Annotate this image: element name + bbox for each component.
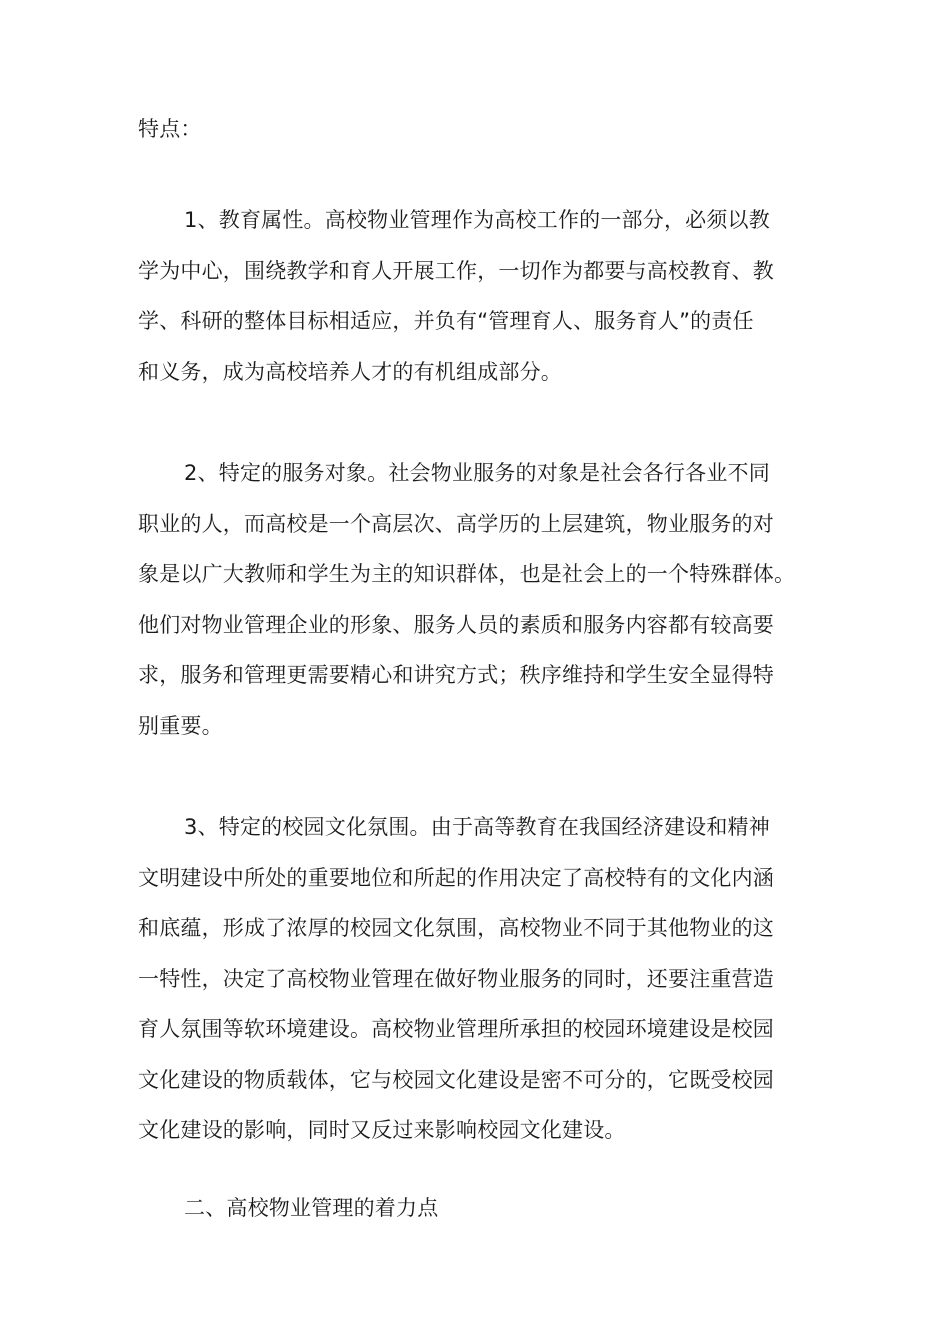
paragraph-3-line-7: 文化建设的影响，同时又反过来影响校园文化建设。: [138, 1118, 626, 1142]
paragraph-2-line-2: 职业的人，而高校是一个高层次、高学历的上层建筑，物业服务的对: [138, 511, 774, 536]
paragraph-3-line-2: 文明建设中所处的重要地位和所起的作用决定了高校特有的文化内涵: [138, 865, 774, 890]
paragraph-3: [138, 802, 828, 1156]
paragraph-2-line-6: 别重要。: [138, 713, 223, 738]
intro-label-block: [138, 104, 828, 155]
paragraph-2: [138, 448, 828, 751]
intro-label: 特点：: [138, 117, 202, 141]
paragraph-3-line-6: 文化建设的物质载体，它与校园文化建设是密不可分的，它既受校园: [138, 1067, 774, 1092]
paragraph-3-line-5: 育人氛围等软环境建设。高校物业管理所承担的校园环境建设是校园: [138, 1017, 774, 1041]
paragraph-1: [138, 195, 828, 397]
paragraph-3-line-3: 和底蕴，形成了浓厚的校园文化氛围，高校物业不同于其他物业的这: [138, 916, 774, 940]
paragraph-2-line-4: 他们对物业管理企业的形象、服务人员的素质和服务内容都有较高要: [138, 612, 774, 637]
section-heading: 二、高校物业管理的着力点: [184, 1196, 439, 1220]
section-heading-block: [138, 1183, 828, 1234]
paragraph-3-line-1: 3、特定的校园文化氛围。由于高等教育在我国经济建设和精神: [184, 815, 770, 839]
paragraph-2-line-5: 求，服务和管理更需要精心和讲究方式；秩序维持和学生安全显得特: [138, 663, 774, 687]
paragraph-1-line-3: 学、科研的整体目标相适应，并负有“管理育人、服务育人”的责任: [138, 309, 754, 333]
paragraph-1-line-2: 学为中心，围绕教学和育人开展工作，一切作为都要与高校教育、教: [138, 258, 774, 283]
paragraph-2-line-3: 象是以广大教师和学生为主的知识群体，也是社会上的一个特殊群体。: [138, 562, 796, 586]
paragraph-1-line-1: 1、教育属性。高校物业管理作为高校工作的一部分，必须以教: [184, 208, 770, 232]
paragraph-2-line-1: 2、特定的服务对象。社会物业服务的对象是社会各行各业不同: [184, 461, 770, 485]
paragraph-1-line-4: 和义务，成为高校培养人才的有机组成部分。: [138, 359, 562, 384]
paragraph-3-line-4: 一特性，决定了高校物业管理在做好物业服务的同时，还要注重营造: [138, 966, 774, 991]
